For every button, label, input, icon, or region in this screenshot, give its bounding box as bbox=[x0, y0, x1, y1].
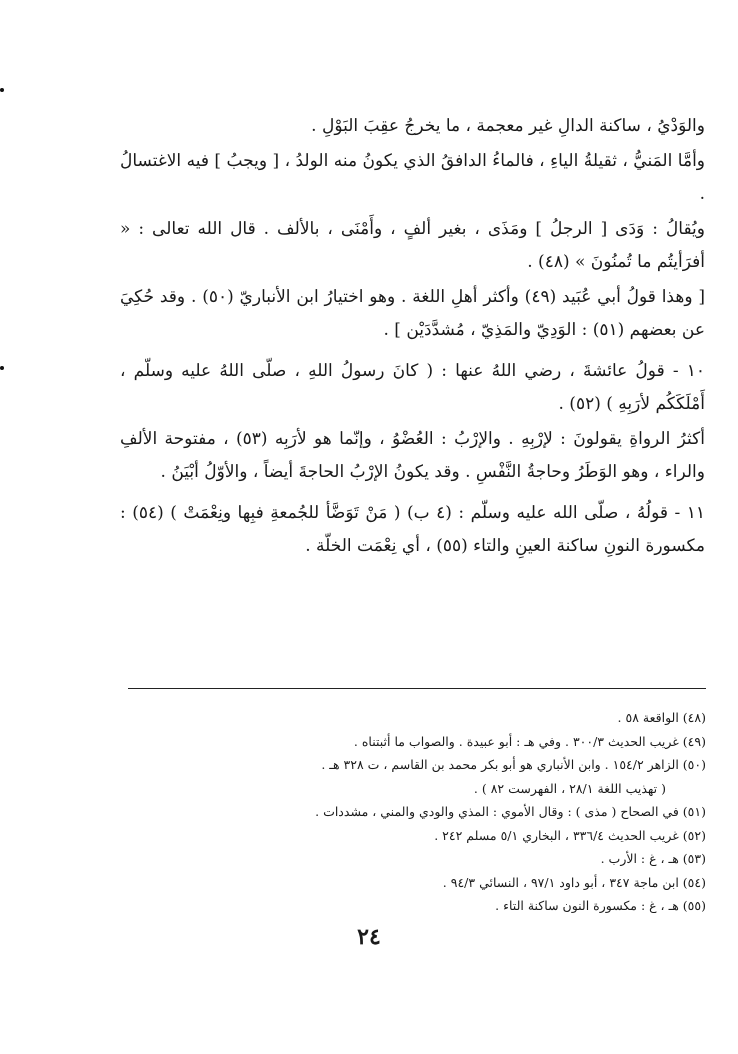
paragraph: والوَدْيُ ، ساكنة الدالِ غير معجمة ، ما يخرجُ عقِبَ البَوْلِ . bbox=[311, 116, 705, 136]
footnote: (٤٨) الواقعة ٥٨ . bbox=[617, 710, 706, 725]
paragraph: [ وهذا قولُ أبي عُبَيد (٤٩) وأكثر أهلِ اللغة . وهو اختيارُ ابن الأنباريّ (٥٠) . وقد حُكِيَ عن بعضهم (٥١) : الوَدِيّ والمَذِيّ ، مُشدَّدَيْن ] . bbox=[120, 287, 705, 340]
footnote: (٥١) في الصحاح ( مذى ) : وقال الأموي : المذي والودي والمني ، مشددات . bbox=[315, 804, 706, 819]
paragraph: أكثرُ الرواةِ يقولونَ : لإرْبِهِ . والإرْبُ : العُضْوُ ، وإنّما هو لأرَبِه (٥٣) ، مفتوحة الألفِ والراء ، وهو الوَطَرُ وحاجةُ النَّفْسِ . وقد يكونُ الإرْبُ الحاجةَ أيضاً ، والأوّلُ أبْيَنُ . bbox=[120, 429, 706, 482]
page-number: ٢٤ bbox=[357, 924, 381, 950]
paragraph: ١١ - قولُهُ ، صلّى الله عليه وسلّم : (٤ ب) ( مَنْ تَوَضَّأ للجُمعةِ فبِها ونِعْمَتْ ) (٥٤) : مكسورة النونِ ساكنة العينِ والتاء (٥٥) ، أي نِعْمَت الخلّة . bbox=[120, 503, 706, 556]
footnote: (٥٤) ابن ماجة ٣٤٧ ، أبو داود ٩٧/١ ، النسائي ٩٤/٣ . bbox=[442, 874, 706, 890]
scan-mark bbox=[0, 366, 4, 370]
footnote: (٤٩) غريب الحديث ٣٠٠/٣ . وفي هـ : أبو عبيدة . والصواب ما أثبتناه . bbox=[353, 733, 706, 749]
footnote: (٥٢) غريب الحديث ٣٣٦/٤ ، البخاري ٥/١ مسلم ٢٤٢ . bbox=[434, 827, 706, 843]
footnote-divider bbox=[128, 688, 706, 689]
footnote: (٥٠) الزاهر ١٥٤/٢ . وابن الأنباري هو أبو بكر محمد بن القاسم ، ت ٣٢٨ هـ . bbox=[321, 757, 706, 772]
footnote: (٥٥) هـ ، غ : مكسورة النون ساكنة التاء . bbox=[495, 898, 706, 913]
paragraph: ويُقالُ : وَدَى [ الرجلُ ] ومَذَى ، بغير ألفٍ ، وأَمْنَى ، بالألف . قال الله تعالى : « أفرَأيتُم ما تُمنُونَ » (٤٨) . bbox=[120, 219, 705, 272]
paragraph: وأمَّا المَنيُّ ، ثقيلةُ الياءِ ، فالماءُ الدافقُ الذي يكونُ منه الولدُ ، [ ويجبُ ] فيه الاغتسالُ . bbox=[120, 151, 705, 204]
paragraph: ١٠ - قولُ عائشةَ ، رضي اللهُ عنها : ( كانَ رسولُ اللهِ ، صلّى اللهُ عليه وسلّم ، أَمْلَكَكُم لأرَبِهِ ) (٥٢) . bbox=[120, 361, 705, 414]
footnote-continuation: ( تهذيب اللغة ٢٨/١ ، الفهرست ٨٢ ) . bbox=[473, 780, 666, 796]
footnotes bbox=[160, 706, 706, 918]
main-text bbox=[120, 110, 705, 563]
footnote: (٥٣) هـ ، غ : الأرب . bbox=[600, 851, 706, 866]
scan-mark bbox=[0, 88, 4, 92]
